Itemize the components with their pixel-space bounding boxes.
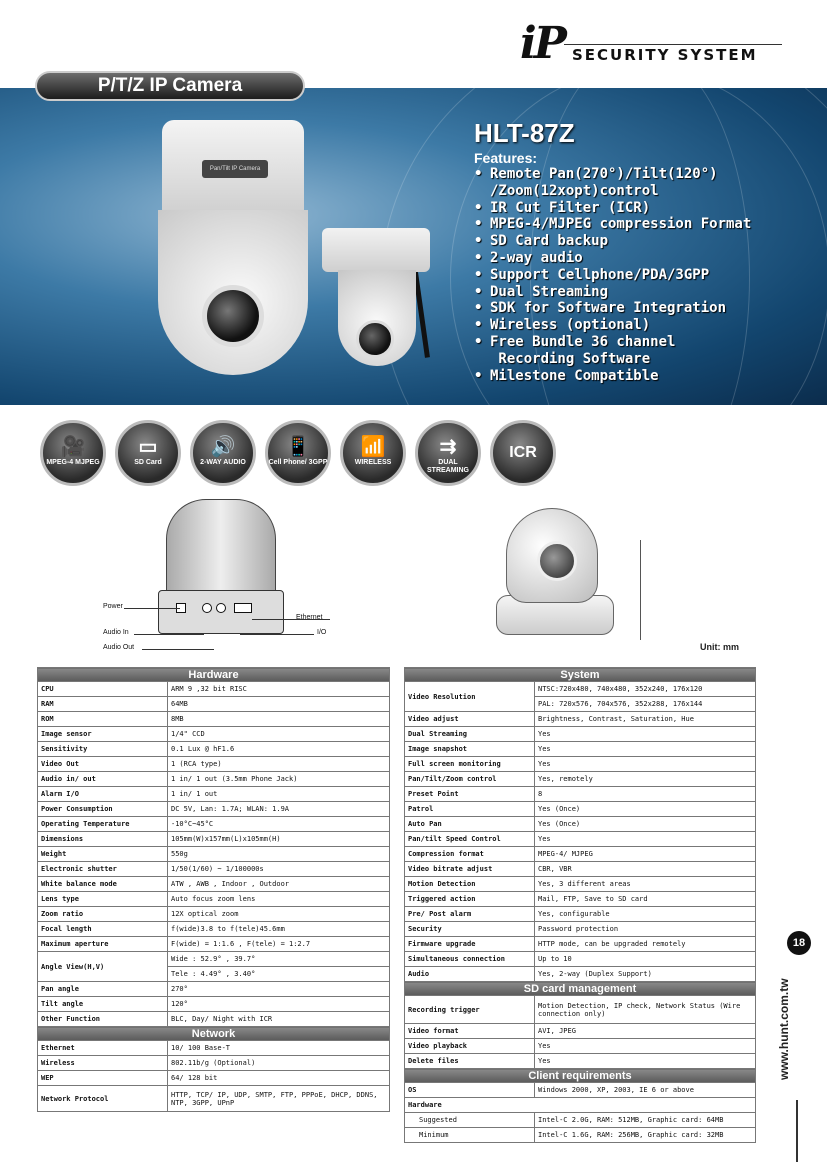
category-title: P/T/Z IP Camera — [35, 71, 305, 101]
spec-key: Video Out — [38, 757, 168, 772]
spec-key: Operating Temperature — [38, 817, 168, 832]
feature-item: • Dual Streaming — [472, 284, 812, 301]
icon-glyph: ▭ — [138, 436, 158, 458]
section-header: Hardware — [38, 668, 390, 682]
spec-key: OS — [405, 1083, 535, 1098]
spec-key: CPU — [38, 682, 168, 697]
spec-key: Full screen monitoring — [405, 757, 535, 772]
spec-key: Simultaneous connection — [405, 952, 535, 967]
spec-key: Weight — [38, 847, 168, 862]
spec-value: 1/50(1/60) ~ 1/100000s — [168, 862, 390, 877]
spec-value: MPEG-4/ MJPEG — [535, 847, 756, 862]
feature-list — [472, 166, 812, 384]
spec-row — [38, 1056, 390, 1071]
spec-value: f(wide)3.8 to f(tele)45.6mm — [168, 922, 390, 937]
feature-item: • Support Cellphone/PDA/3GPP — [472, 267, 812, 284]
callout-io: I/O — [317, 629, 327, 636]
spec-value: ATW , AWB , Indoor , Outdoor — [168, 877, 390, 892]
spec-key: Preset Point — [405, 787, 535, 802]
spec-key: Sensitivity — [38, 742, 168, 757]
spec-row — [405, 847, 756, 862]
spec-value: CBR, VBR — [535, 862, 756, 877]
icon-glyph: 🎥 — [60, 436, 86, 458]
spec-row — [405, 952, 756, 967]
feature-item: • IR Cut Filter (ICR) — [472, 200, 812, 217]
callout-audio-out: Audio Out — [103, 644, 135, 651]
spec-key: Video Resolution — [405, 682, 535, 712]
spec-key: Delete files — [405, 1054, 535, 1069]
dimension-drawing — [488, 500, 658, 660]
spec-value: 10/ 100 Base-T — [168, 1041, 390, 1056]
icon-glyph: ⇉ — [439, 436, 457, 458]
spec-value: Yes — [535, 757, 756, 772]
rear-panel-diagram — [100, 495, 340, 655]
feature-icon-row — [40, 420, 550, 490]
spec-key: Minimum — [405, 1128, 535, 1143]
hardware-spec-table — [37, 667, 390, 1112]
spec-key: Audio — [405, 967, 535, 982]
spec-value: 64/ 128 bit — [168, 1071, 390, 1086]
spec-row — [405, 772, 756, 787]
spec-value: HTTP mode, can be upgraded remotely — [535, 937, 756, 952]
feature-item: • SDK for Software Integration — [472, 300, 812, 317]
spec-row — [405, 967, 756, 982]
spec-value: ARM 9 ,32 bit RISC — [168, 682, 390, 697]
icon-label: 2-WAY AUDIO — [200, 459, 246, 466]
spec-value: PAL: 720x576, 704x576, 352x288, 176x144 — [535, 697, 756, 712]
spec-value: Yes (Once) — [535, 802, 756, 817]
icon-glyph: 📱 — [285, 436, 311, 458]
spec-key: Dimensions — [38, 832, 168, 847]
spec-row — [405, 832, 756, 847]
spec-row — [405, 727, 756, 742]
sd-card-icon — [115, 420, 181, 486]
spec-value: 1 in/ 1 out (3.5mm Phone Jack) — [168, 772, 390, 787]
spec-key: Pan angle — [38, 982, 168, 997]
spec-key: Alarm I/O — [38, 787, 168, 802]
icon-label: MPEG-4 MJPEG — [46, 459, 100, 466]
spec-key: Video bitrate adjust — [405, 862, 535, 877]
spec-row — [38, 1012, 390, 1027]
spec-value: Yes (Once) — [535, 817, 756, 832]
spec-key: ROM — [38, 712, 168, 727]
spec-key: Security — [405, 922, 535, 937]
feature-item: /Zoom(12xopt)control — [490, 182, 659, 199]
spec-value: Windows 2000, XP, 2003, IE 6 or above — [535, 1083, 756, 1098]
spec-key: Tilt angle — [38, 997, 168, 1012]
spec-row — [38, 787, 390, 802]
spec-value: Yes — [535, 1039, 756, 1054]
mpeg4-mjpeg-icon — [40, 420, 106, 486]
icon-glyph: 🔊 — [210, 436, 236, 458]
section-header: Client requirements — [405, 1069, 756, 1083]
spec-key: Dual Streaming — [405, 727, 535, 742]
spec-row — [38, 982, 390, 997]
logo-rule — [564, 44, 782, 45]
callout-ethernet: Ethernet — [296, 614, 323, 621]
feature-item: • MPEG-4/MJPEG compression Format — [472, 216, 812, 233]
spec-row — [38, 877, 390, 892]
spec-value: Password protection — [535, 922, 756, 937]
spec-row — [405, 742, 756, 757]
spec-key: Compression format — [405, 847, 535, 862]
spec-value: -10°C~45°C — [168, 817, 390, 832]
spec-key: WEP — [38, 1071, 168, 1086]
spec-key: Pan/tilt Speed Control — [405, 832, 535, 847]
spec-row — [38, 817, 390, 832]
spec-key: White balance mode — [38, 877, 168, 892]
spec-row — [405, 757, 756, 772]
spec-value: Yes — [535, 727, 756, 742]
icon-label: SD Card — [134, 459, 162, 466]
spec-key: RAM — [38, 697, 168, 712]
model-name: HLT-87Z — [474, 118, 575, 148]
spec-key: Pan/Tilt/Zoom control — [405, 772, 535, 787]
spec-value: 1/4" CCD — [168, 727, 390, 742]
brand-tagline: SECURITY SYSTEM — [572, 46, 758, 64]
feature-item: Recording Software — [490, 350, 651, 367]
spec-key: Angle View(H,V) — [38, 952, 168, 982]
spec-row — [38, 727, 390, 742]
icon-label: Cell Phone/ 3GPP — [268, 459, 328, 466]
spec-row — [38, 1086, 390, 1112]
spec-value: Brightness, Contrast, Saturation, Hue — [535, 712, 756, 727]
spec-value: HTTP, TCP/ IP, UDP, SMTP, FTP, PPPoE, DHCP, DDNS, NTP, 3GPP, UPnP — [168, 1086, 390, 1112]
spec-key: Pre/ Post alarm — [405, 907, 535, 922]
spec-key: Wireless — [38, 1056, 168, 1071]
spec-value: Yes — [535, 832, 756, 847]
ptz-camera-image: Pan/Tilt IP Camera — [158, 120, 308, 380]
spec-row — [405, 802, 756, 817]
icon-label: DUAL STREAMING — [427, 459, 469, 474]
spec-key: Image sensor — [38, 727, 168, 742]
spec-row — [405, 817, 756, 832]
section-header: SD card management — [405, 982, 756, 996]
feature-item: • Wireless (optional) — [472, 317, 812, 334]
feature-item: • Free Bundle 36 channel — [472, 334, 812, 351]
spec-key: Video format — [405, 1024, 535, 1039]
spec-row — [405, 1083, 756, 1098]
dual-streaming-icon — [415, 420, 481, 486]
spec-key: Recording trigger — [405, 996, 535, 1024]
spec-row — [38, 862, 390, 877]
wireless-camera-image — [322, 228, 432, 368]
spec-row — [38, 847, 390, 862]
spec-key: Firmware upgrade — [405, 937, 535, 952]
spec-row — [405, 907, 756, 922]
spec-key: Image snapshot — [405, 742, 535, 757]
spec-value: Motion Detection, IP check, Network Status (Wire connection only) — [535, 996, 756, 1024]
spec-value: Yes, remotely — [535, 772, 756, 787]
spec-value: Yes — [535, 1054, 756, 1069]
spec-value: 1 in/ 1 out — [168, 787, 390, 802]
spec-value: 120° — [168, 997, 390, 1012]
spec-row — [38, 922, 390, 937]
camera-lens — [202, 285, 264, 347]
features-title: Features: — [474, 150, 538, 166]
spec-key: Suggested — [405, 1113, 535, 1128]
spec-key: Audio in/ out — [38, 772, 168, 787]
website-url: www.hunt.com.tw — [777, 978, 791, 1080]
spec-value: NTSC:720x480, 740x480, 352x240, 176x120 — [535, 682, 756, 697]
spec-row — [38, 1041, 390, 1056]
system-spec-table — [404, 667, 756, 1143]
spec-key: Video playback — [405, 1039, 535, 1054]
spec-key: Hardware — [405, 1098, 756, 1113]
spec-value: 8MB — [168, 712, 390, 727]
feature-item: • Milestone Compatible — [472, 368, 812, 385]
spec-row — [38, 997, 390, 1012]
spec-value: Intel-C 2.0G, RAM: 512MB, Graphic card: 64MB — [535, 1113, 756, 1128]
spec-row — [405, 1113, 756, 1128]
spec-row — [405, 1054, 756, 1069]
spec-row — [405, 892, 756, 907]
spec-row — [405, 682, 756, 697]
spec-value: 1 (RCA type) — [168, 757, 390, 772]
icr-icon — [490, 420, 556, 486]
spec-key: Lens type — [38, 892, 168, 907]
spec-value: 12X optical zoom — [168, 907, 390, 922]
spec-value: 270° — [168, 982, 390, 997]
callout-audio-in: Audio In — [103, 629, 129, 636]
two-way-audio-icon — [190, 420, 256, 486]
spec-row — [405, 1024, 756, 1039]
spec-row — [38, 802, 390, 817]
spec-value: Yes — [535, 742, 756, 757]
spec-key: Motion Detection — [405, 877, 535, 892]
spec-key: Video adjust — [405, 712, 535, 727]
section-header: System — [405, 668, 756, 682]
spec-value: 802.11b/g (Optional) — [168, 1056, 390, 1071]
spec-row — [38, 757, 390, 772]
cellphone-icon — [265, 420, 331, 486]
spec-row — [405, 1128, 756, 1143]
spec-key: Focal length — [38, 922, 168, 937]
spec-key: Electronic shutter — [38, 862, 168, 877]
spec-row — [405, 862, 756, 877]
spec-row — [405, 1039, 756, 1054]
spec-row — [38, 682, 390, 697]
spec-value: DC 5V, Lan: 1.7A; WLAN: 1.9A — [168, 802, 390, 817]
spec-value: Up to 10 — [535, 952, 756, 967]
feature-item: • 2-way audio — [472, 250, 812, 267]
spec-value: Yes, 3 different areas — [535, 877, 756, 892]
spec-row — [38, 907, 390, 922]
spec-value: Tele : 4.49° , 3.40° — [168, 967, 390, 982]
section-header: Network — [38, 1027, 390, 1041]
brand-logo — [520, 18, 780, 68]
spec-row — [38, 772, 390, 787]
spec-row — [38, 742, 390, 757]
page-number: 18 — [787, 931, 811, 955]
wireless-icon — [340, 420, 406, 486]
spec-key: Maximum aperture — [38, 937, 168, 952]
footer-rule — [796, 1100, 798, 1162]
icon-label: WIRELESS — [354, 459, 392, 466]
spec-row — [405, 877, 756, 892]
spec-value: 8 — [535, 787, 756, 802]
spec-row — [38, 892, 390, 907]
spec-row — [38, 1071, 390, 1086]
spec-value: Auto focus zoom lens — [168, 892, 390, 907]
spec-row — [38, 697, 390, 712]
spec-value: Intel-C 1.6G, RAM: 256MB, Graphic card: 32MB — [535, 1128, 756, 1143]
spec-row — [405, 787, 756, 802]
spec-row — [405, 937, 756, 952]
spec-row — [38, 712, 390, 727]
spec-key: Network Protocol — [38, 1086, 168, 1112]
feature-item: • Remote Pan(270°)/Tilt(120°) — [472, 166, 812, 183]
spec-value: F(wide) = 1:1.6 , F(tele) = 1:2.7 — [168, 937, 390, 952]
spec-row — [405, 712, 756, 727]
spec-row — [405, 996, 756, 1024]
spec-value: Mail, FTP, Save to SD card — [535, 892, 756, 907]
spec-key: Ethernet — [38, 1041, 168, 1056]
spec-value: 64MB — [168, 697, 390, 712]
spec-value: Yes, 2-way (Duplex Support) — [535, 967, 756, 982]
spec-row — [38, 937, 390, 952]
spec-row — [38, 952, 390, 967]
spec-key: Other Function — [38, 1012, 168, 1027]
spec-key: Zoom ratio — [38, 907, 168, 922]
spec-key: Power Consumption — [38, 802, 168, 817]
spec-value: 105mm(W)x157mm(L)x105mm(H) — [168, 832, 390, 847]
spec-key: Auto Pan — [405, 817, 535, 832]
spec-row — [405, 922, 756, 937]
unit-label: Unit: mm — [700, 642, 739, 652]
spec-value: Wide : 52.9° , 39.7° — [168, 952, 390, 967]
spec-value: Yes, configurable — [535, 907, 756, 922]
feature-item: • SD Card backup — [472, 233, 812, 250]
spec-value: 0.1 Lux @ hF1.6 — [168, 742, 390, 757]
spec-value: 550g — [168, 847, 390, 862]
ip-logo-mark: iP — [520, 18, 564, 69]
icon-glyph: ICR — [509, 444, 537, 461]
spec-value: BLC, Day/ Night with ICR — [168, 1012, 390, 1027]
spec-row — [38, 832, 390, 847]
spec-value: AVI, JPEG — [535, 1024, 756, 1039]
spec-key: Triggered action — [405, 892, 535, 907]
spec-key: Patrol — [405, 802, 535, 817]
camera-lens — [356, 320, 394, 358]
icon-glyph: 📶 — [360, 436, 386, 458]
callout-power: Power — [103, 603, 123, 610]
